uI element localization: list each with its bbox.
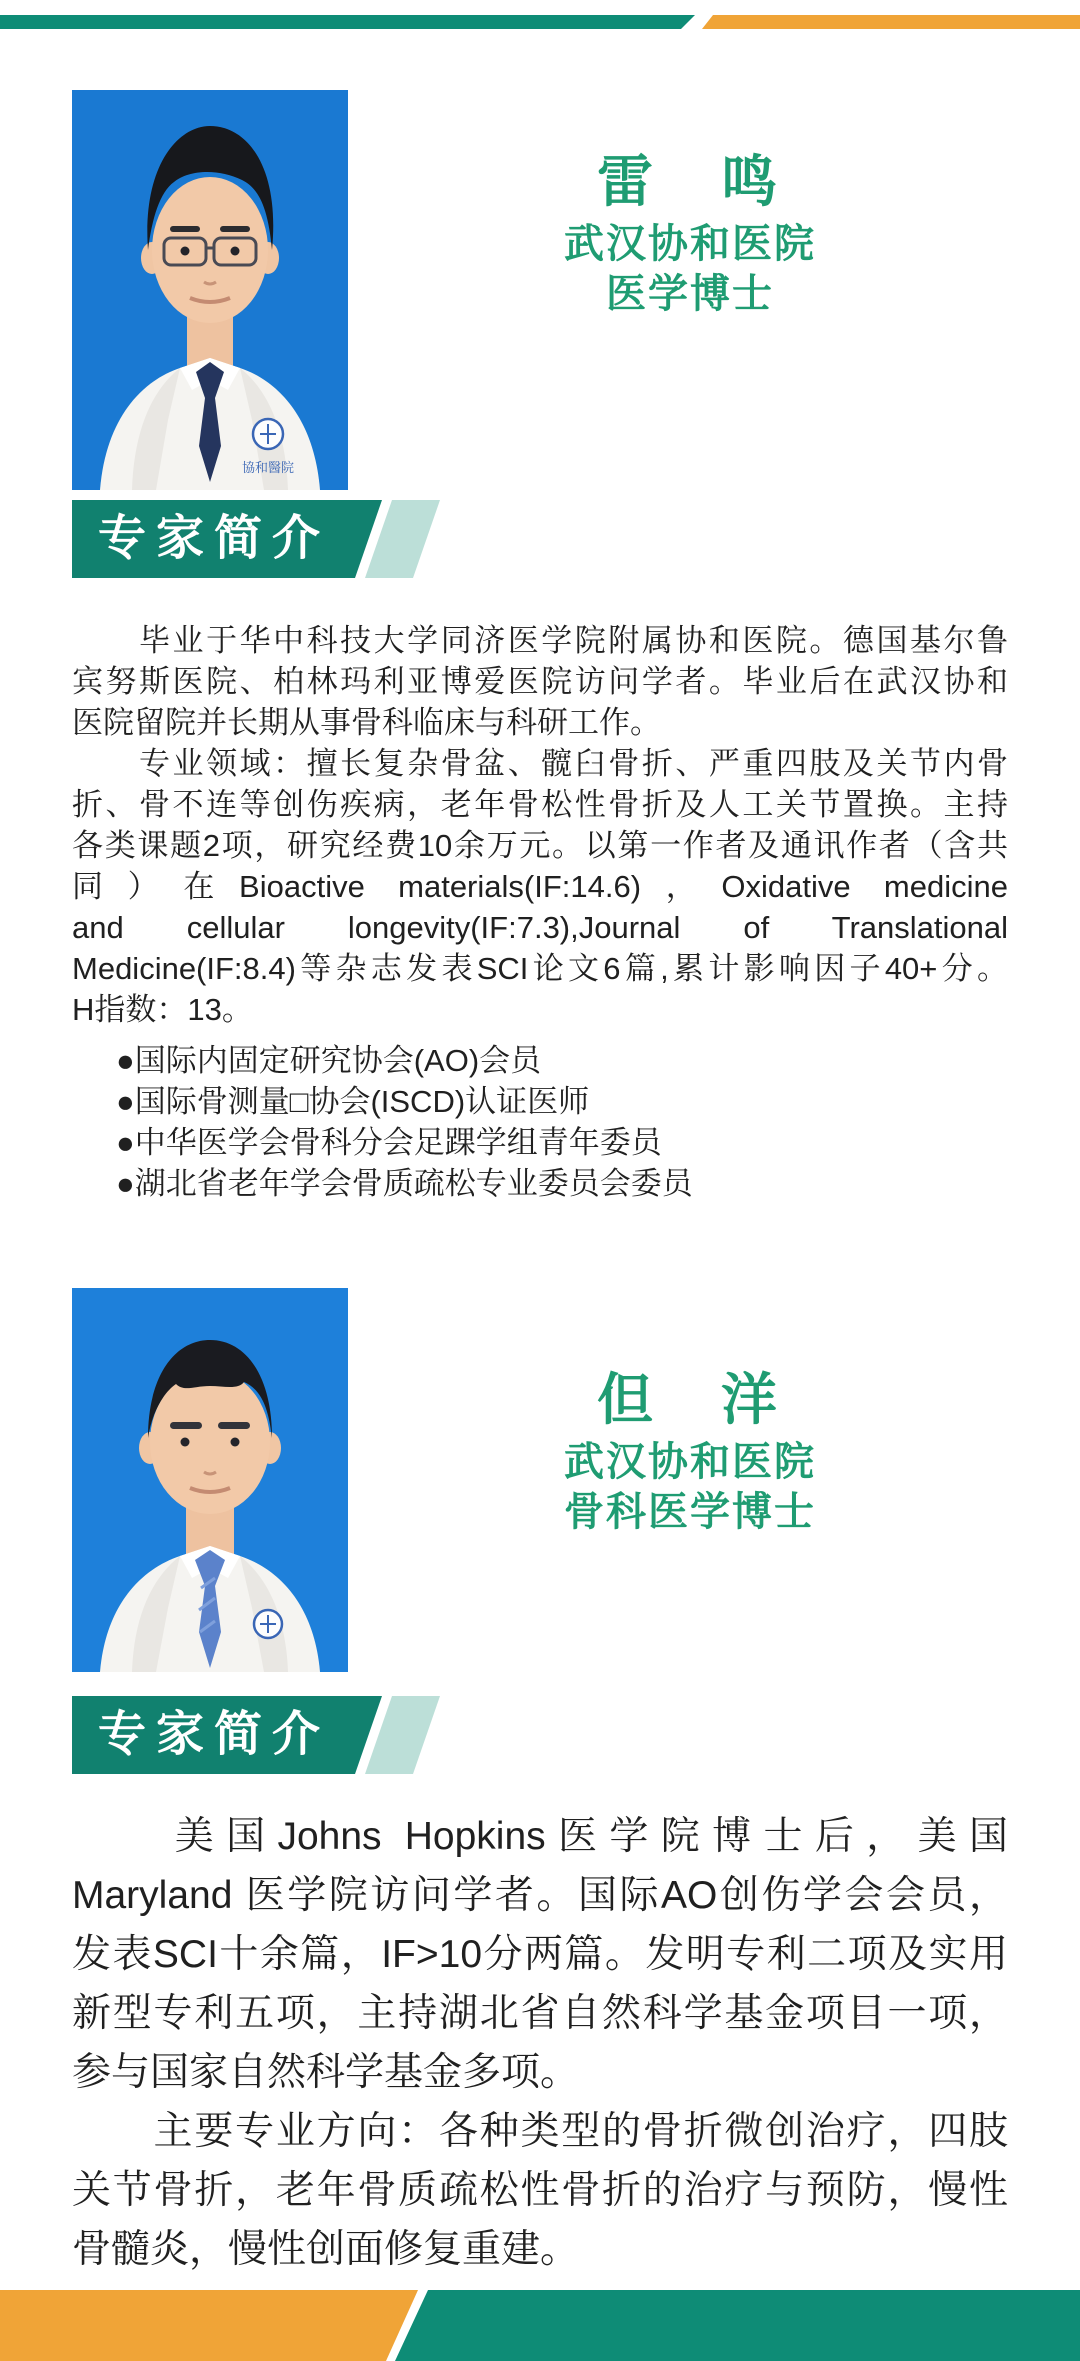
svg-text:協和醫院: 協和醫院 [241, 460, 295, 475]
footer-stripe [0, 2290, 1080, 2361]
credential-item: ●湖北省老年学会骨质疏松专业委员会委员 [116, 1166, 693, 1201]
credential-item: ●国际骨测量□协会(ISCD)认证医师 [116, 1084, 590, 1119]
bio-line: H指数：13。 [72, 992, 253, 1027]
bio-line: 折、骨不连等创伤疾病，老年骨松性骨折及人工关节置换。主持 [72, 787, 1008, 822]
doctor-info-block [420, 1368, 960, 1536]
doctor-degree: 医学博士 [606, 272, 774, 316]
doctor-info-block [420, 150, 960, 318]
bio-line: 主要专业方向：各种类型的骨折微创治疗，四肢 [72, 2110, 1008, 2153]
section-banner [72, 1696, 445, 1774]
bio-line: 医院留院并长期从事骨科临床与科研工作。 [72, 705, 661, 740]
portrait-illustration [72, 90, 348, 490]
doctor-hospital: 武汉协和医院 [564, 222, 816, 266]
header-stripe-green [0, 15, 695, 29]
doctor-hospital: 武汉协和医院 [564, 1440, 816, 1484]
header-stripe-orange [702, 15, 1080, 29]
section-title: 专家简介 [98, 512, 331, 565]
bio-line: Maryland 医学院访问学者。国际AO创伤学会会员， [72, 1874, 1008, 1917]
bio-line: 宾努斯医院、柏林玛利亚博爱医院访问学者。毕业后在武汉协和 [72, 664, 1008, 699]
footer-stripe-orange [0, 2290, 418, 2361]
doctor-portrait [72, 90, 348, 490]
bio-line: 发表SCI十余篇，IF>10分两篇。发明专利二项及实用 [72, 1933, 1008, 1976]
bio-line: 关节骨折，老年骨质疏松性骨折的治疗与预防，慢性 [72, 2169, 1008, 2212]
credential-item: ●中华医学会骨科分会足踝学组青年委员 [116, 1125, 662, 1160]
doctor-credentials-list [72, 1040, 1008, 1204]
bio-line: 新型专利五项，主持湖北省自然科学基金项目一项， [72, 1992, 1008, 2035]
bio-line: 骨髓炎，慢性创面修复重建。 [72, 2228, 580, 2271]
bio-line: Medicine(IF:8.4)等杂志发表SCI论文6篇,累计影响因子40+分。 [72, 951, 1008, 986]
doctor-name: 雷 鸣 [597, 150, 783, 213]
bio-line: 同）在Bioactive materials(IF:14.6)，Oxidative medicine [72, 869, 1008, 904]
doctor-bio [72, 1807, 1008, 2279]
header-stripe [0, 0, 1080, 45]
bio-line: 参与国家自然科学基金多项。 [72, 2051, 580, 2094]
bio-line: 各类课题2项，研究经费10余万元。以第一作者及通讯作者（含共 [72, 828, 1008, 863]
section-title: 专家简介 [98, 1708, 331, 1761]
bio-line: and cellular longevity(IF:7.3),Journal of Translational [72, 910, 1008, 945]
bio-line: 美国Johns Hopkins医学院博士后，美国 [72, 1815, 1008, 1858]
bio-line: 专业领域：擅长复杂骨盆、髋臼骨折、严重四肢及关节内骨 [72, 746, 1008, 781]
credential-item: ●国际内固定研究协会(AO)会员 [116, 1043, 542, 1078]
doctor-portrait [72, 1288, 348, 1672]
footer-stripe-green [395, 2290, 1080, 2361]
doctor-degree: 骨科医学博士 [564, 1490, 816, 1534]
doctor-bio [72, 620, 1008, 1030]
section-banner [72, 500, 445, 578]
portrait-illustration [72, 1288, 348, 1672]
doctor-name: 但 洋 [597, 1368, 783, 1431]
bio-line: 毕业于华中科技大学同济医学院附属协和医院。德国基尔鲁 [72, 623, 1008, 658]
